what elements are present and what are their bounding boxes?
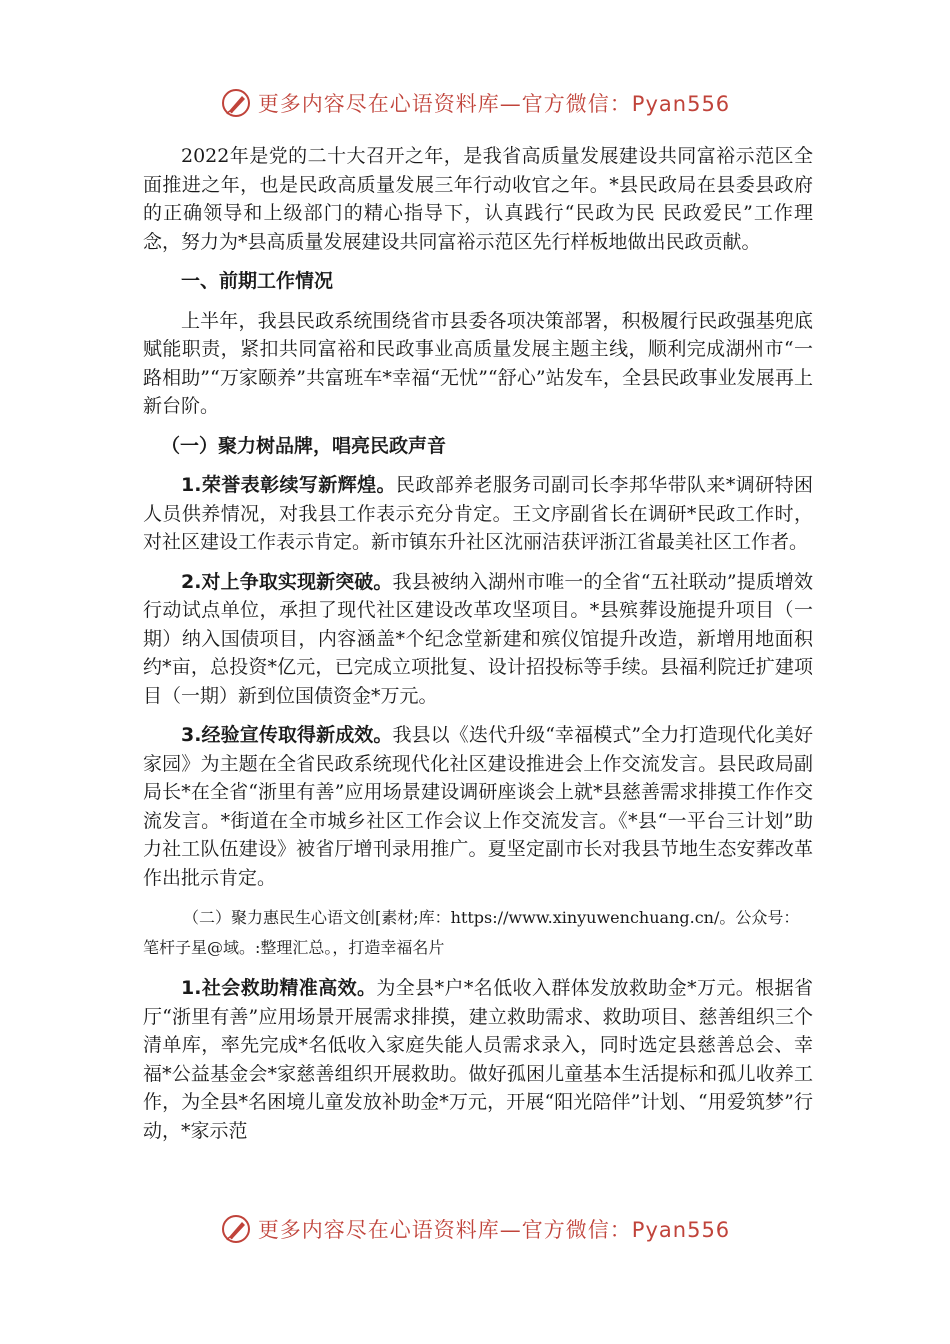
item-paragraph-publicity <box>143 721 813 892</box>
subsection-heading-source: （二）聚力惠民生心语文创[素材;库：https://www.xinyuwenchuang.cn/。公众号：笔杆子星@域。:整理汇总。，打造幸福名片 <box>143 908 800 957</box>
item-lead: 1.社会救助精准高效。 <box>181 977 377 999</box>
footer-banner <box>0 1204 950 1254</box>
item-text: 为全县*户*名低收入群体发放救助金*万元。根据省厅“浙里有善”应用场景开展需求排摸，建立救助需求、救助项目、慈善组织三个清单库，率先完成*名低收入家庭失能人员需求录入，同时选定县慈善总会、幸福*公益基金会*家慈善组织开展救助。做好孤困儿童基本生活提标和孤儿收养工作，为全县*名困境儿童发放补助金*万元，开展“阳光陪伴”计划、“用爱筑梦”行动，*家示范 <box>143 977 813 1142</box>
document-body <box>143 142 813 1145</box>
item-lead: 2.对上争取实现新突破。 <box>181 570 393 593</box>
banner-text: 更多内容尽在心语资料库—官方微信：Pyan556 <box>257 1218 731 1242</box>
pen-logo-icon <box>220 1213 252 1245</box>
section-intro-paragraph: 上半年，我县民政系统围绕省市县委各项决策部署，积极履行民政强基兜底赋能职责，紧扣共同富裕和民政事业高质量发展主题主线，顺利完成湖州市“一路相助”“万家颐养”共富班车*幸福“无忧”“舒心”站发车，全县民政事业发展再上新台阶。 <box>143 309 813 417</box>
item-lead: 3.经验宣传取得新成效。 <box>181 724 393 746</box>
item-paragraph-relief <box>143 974 813 1145</box>
item-paragraph-breakthrough <box>143 568 813 711</box>
item-text: 我县被纳入湖州市唯一的全省“五社联动”提质增效行动试点单位，承担了现代社区建设改革攻坚项目。*县殡葬设施提升项目（一期）纳入国债项目，内容涵盖*个纪念堂新建和殡仪馆提升改造，新增用地面积约*亩，总投资*亿元，已完成立项批复、设计招投标等手续。县福利院迁扩建项目（一期）新到位国债资金*万元。 <box>143 570 813 707</box>
banner-text: 更多内容尽在心语资料库—官方微信：Pyan556 <box>257 92 731 116</box>
header-banner <box>0 78 950 128</box>
item-paragraph-honors <box>143 471 813 557</box>
pen-logo-icon <box>220 87 252 119</box>
item-text: 我县以《迭代升级“幸福模式”全力打造现代化美好家园》为主题在全省民政系统现代化社区建设推进会上作交流发言。县民政局副局长*在全省“浙里有善”应用场景建设调研座谈会上就*县慈善需求排摸工作作交流发言。*街道在全市城乡社区工作会议上作交流发言。《*县“一平台三计划”助力社工队伍建设》被省厅增刊录用推广。夏坚定副市长对我县节地生态安葬改革作出批示肯定。 <box>143 724 813 889</box>
subsection-heading: （一）聚力树品牌，唱亮民政声音 <box>161 434 447 457</box>
intro-paragraph: 2022年是党的二十大召开之年，是我省高质量发展建设共同富裕示范区全面推进之年，也是民政高质量发展三年行动收官之年。*县民政局在县委县政府的正确领导和上级部门的精心指导下，认真践行“民政为民 民政爱民”工作理念，努力为*县高质量发展建设共同富裕示范区先行样板地做出民政贡献。 <box>143 145 813 253</box>
item-text: 民政部养老服务司副司长李邦华带队来*调研特困人员供养情况，对我县工作表示充分肯定。王文序副省长在调研*民政工作时，对社区建设工作表示肯定。新市镇东升社区沈丽洁获评浙江省最美社区工作者。 <box>143 474 813 553</box>
item-lead: 1.荣誉表彰续写新辉煌。 <box>181 474 396 496</box>
section-heading: 一、前期工作情况 <box>181 270 334 292</box>
